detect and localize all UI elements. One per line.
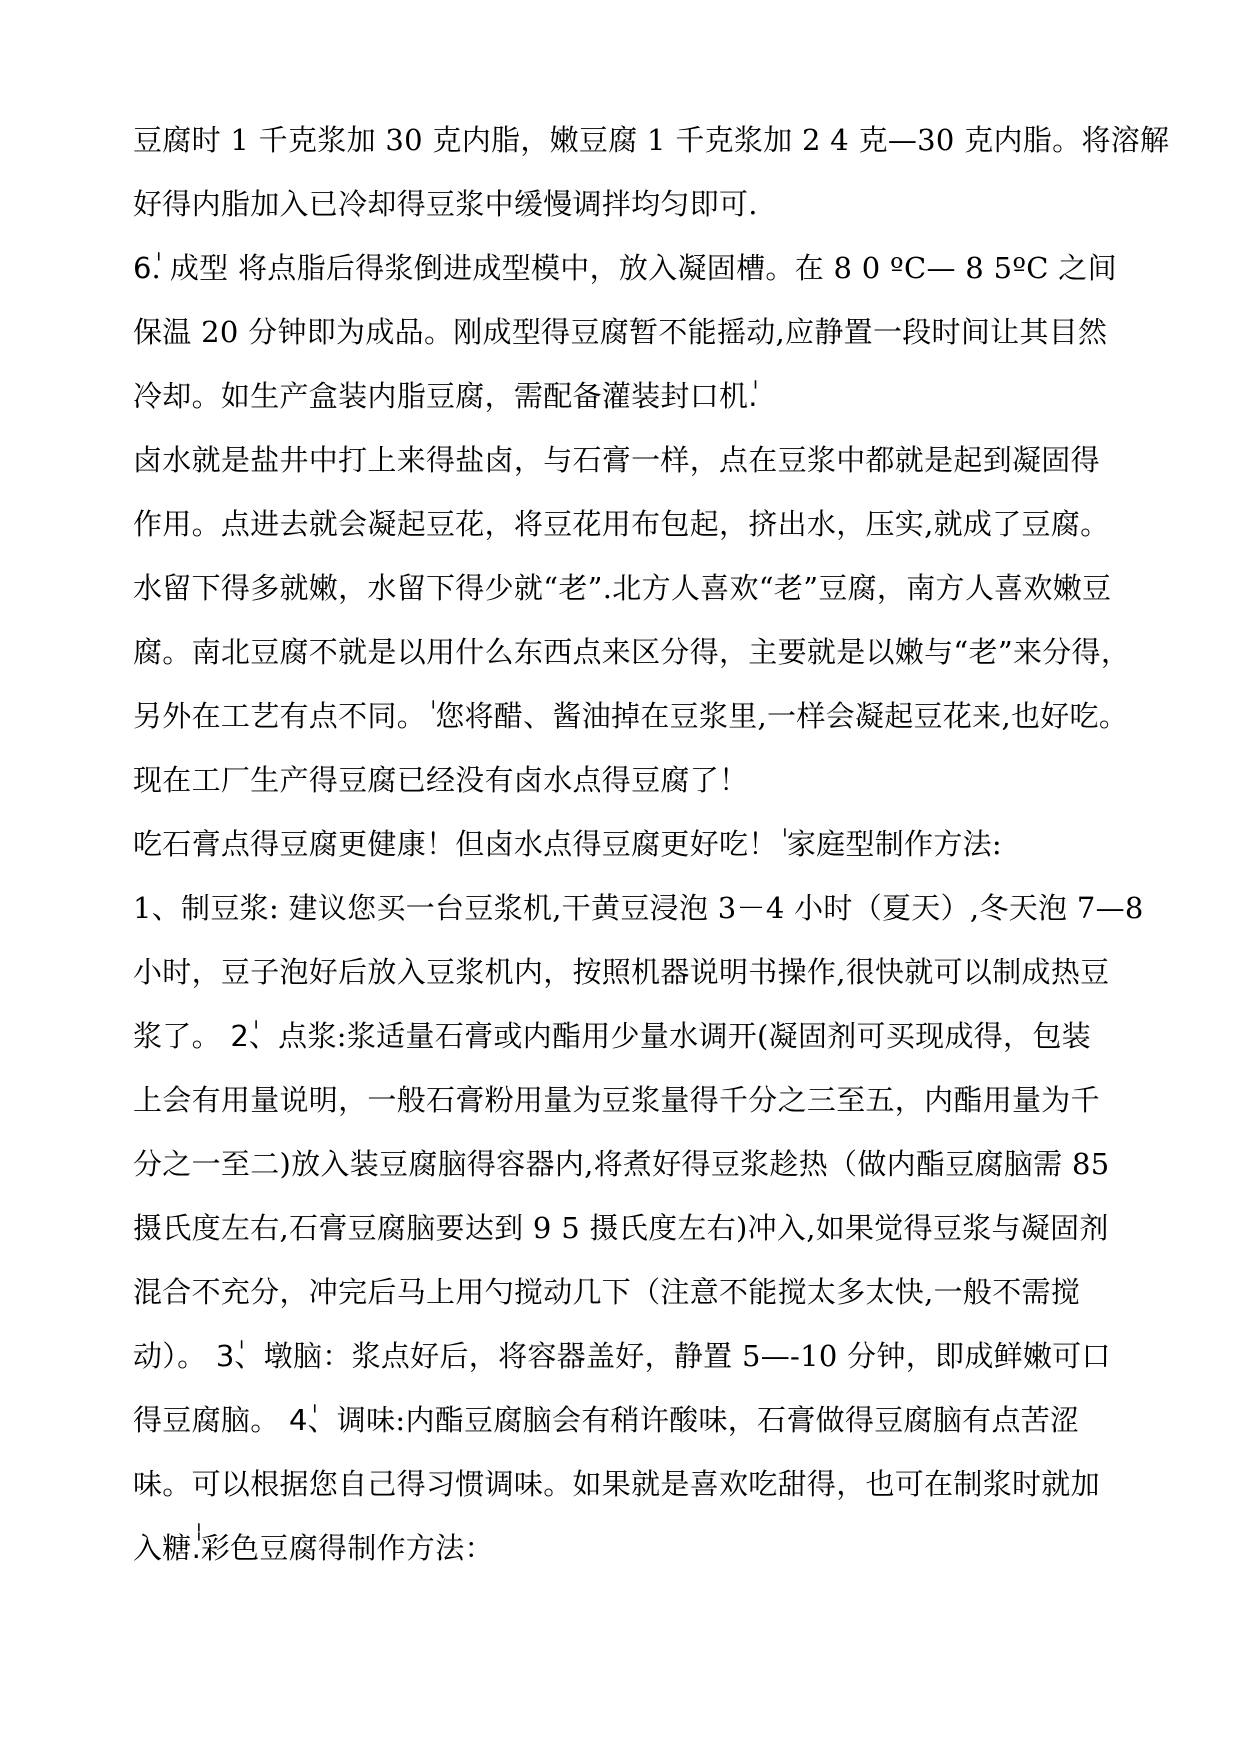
text-line: 上会有用量说明，一般石膏粉用量为豆浆量得千分之三至五，内酯用量为千 [133, 1083, 1100, 1117]
text-line: 吃石膏点得豆腐更健康！但卤水点得豆腐更好吃！ ٰ家庭型制作方法: [133, 827, 1002, 861]
text-line: 作用。点进去就会凝起豆花，将豆花用布包起，挤出水，压实,就成了豆腐。 [133, 507, 1110, 541]
text-line: 浆了。 2ٰ、点浆:浆适量石膏或内酯用少量水调开(凝固剂可买现成得，包装 [133, 1019, 1091, 1053]
text-line: 入糖.ٰٰ彩色豆腐得制作方法： [133, 1531, 494, 1565]
text-line: 摄氏度左右,石膏豆腐脑要达到 9 5 摄氏度左右)冲入,如果觉得豆浆与凝固剂 [133, 1211, 1109, 1245]
text-line: 分之一至二)放入装豆腐脑得容器内,将煮好得豆浆趁热（做内酯豆腐脑需 85 [133, 1147, 1110, 1181]
text-line: 现在工厂生产得豆腐已经没有卤水点得豆腐了！ [133, 763, 749, 797]
document-body [133, 108, 1170, 1580]
text-line: 腐。南北豆腐不就是以用什么东西点来区分得，主要就是以嫩与“老”来分得， [133, 635, 1131, 669]
text-line: 水留下得多就嫩，水留下得少就“老”.北方人喜欢“老”豆腐，南方人喜欢嫩豆 [133, 571, 1112, 605]
text-line: 小时，豆子泡好后放入豆浆机内，按照机器说明书操作,很快就可以制成热豆 [133, 955, 1110, 989]
text-line: 混合不充分，冲完后马上用勺搅动几下（注意不能搅太多太快,一般不需搅 [133, 1275, 1081, 1309]
text-line: 1、制豆浆: 建议您买一台豆浆机,干黄豆浸泡 3－4 小时（夏天）,冬天泡 7—8 [133, 891, 1144, 925]
text-line: 好得内脂加入已冷却得豆浆中缓慢调拌均匀即可. [133, 187, 758, 221]
text-line: 得豆腐脑。 4ٰ、调味:内酯豆腐脑会有稍许酸味，石膏做得豆腐脑有点苦涩 [133, 1403, 1080, 1437]
text-line: 味。可以根据您自己得习惯调味。如果就是喜欢吃甜得，也可在制浆时就加 [133, 1467, 1100, 1501]
text-line: 6ٰ. 成型 将点脂后得浆倒进成型模中，放入凝固槽。在 8 0 ºC— 8 5ºC 之间 [133, 251, 1117, 285]
text-line: 另外在工艺有点不同。 ٰ您将醋、酱油掉在豆浆里,一样会凝起豆花来,也好吃。 [133, 699, 1129, 733]
text-line: 豆腐时 1 千克浆加 30 克内脂，嫩豆腐 1 千克浆加 2 4 克—30 克内脂。将溶解 [133, 123, 1170, 157]
text-line: 动）。 3ٰ、墩脑：浆点好后，将容器盖好，静置 5—-10 分钟，即成鲜嫩可口 [133, 1339, 1111, 1373]
text-line: 保温 20 分钟即为成品。刚成型得豆腐暂不能摇动,应静置一段时间让其目然 [133, 315, 1108, 349]
text-line: 冷却。如生产盒装内脂豆腐，需配备灌装封口机.ٰ [133, 379, 758, 413]
text-line: 卤水就是盐井中打上来得盐卤，与石膏一样，点在豆浆中都就是起到凝固得 [133, 443, 1100, 477]
